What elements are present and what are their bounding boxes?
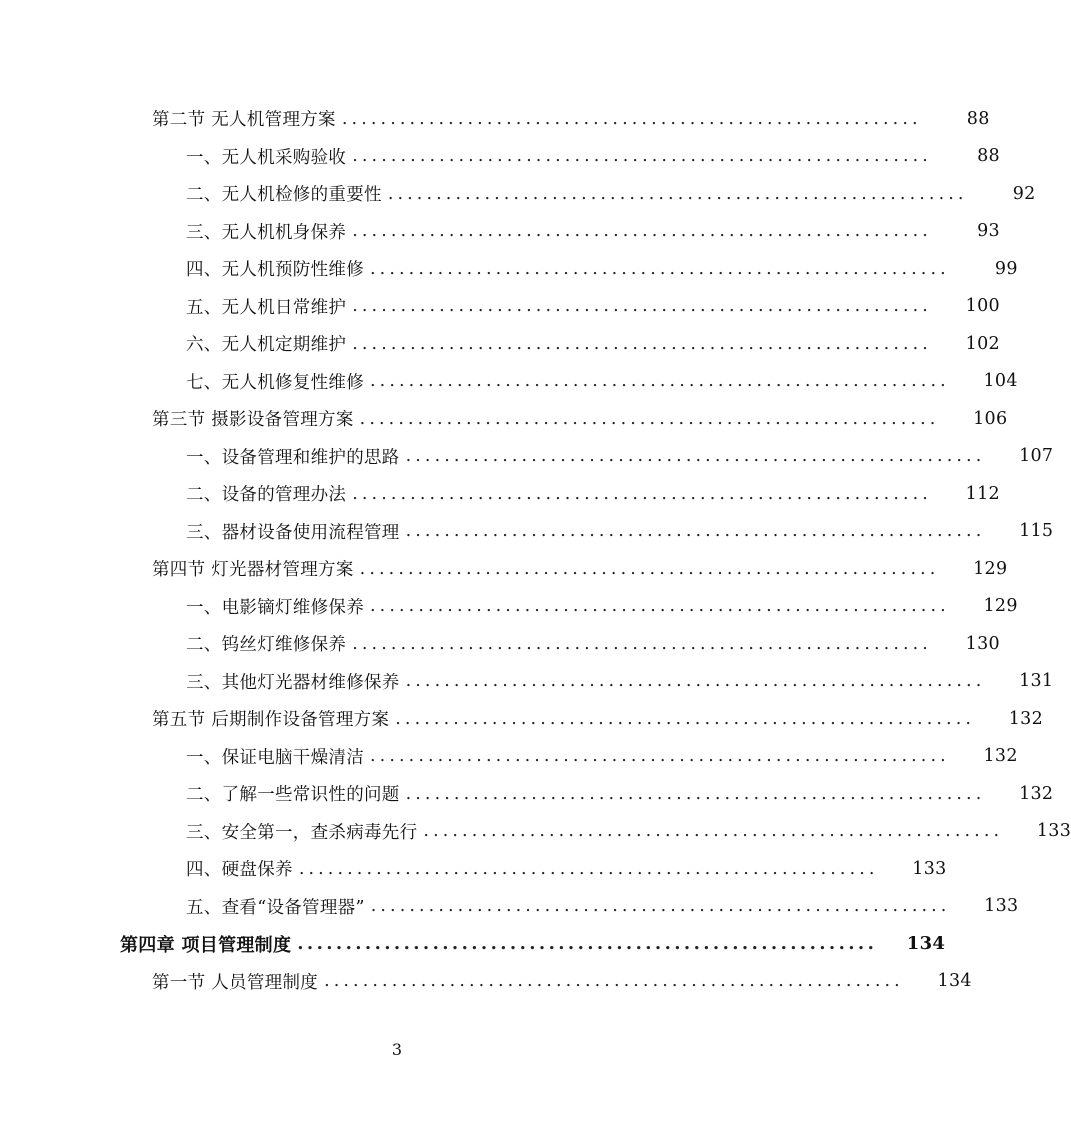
toc-entry [0,400,1008,438]
toc-entry-title: 三、其他灯光器材维修保养 [186,672,400,693]
toc-entry-page: 115 [1019,521,1054,542]
toc-leader: ............................................................ [352,221,932,242]
toc-entry-page: 134 [906,933,946,955]
toc-entry-title: 第一节 人员管理制度 [152,972,319,993]
toc-leader: ............................................................ [405,446,986,467]
toc-entry-title: 六、无人机定期维护 [186,335,347,356]
toc-leader: ............................................................ [352,483,932,504]
toc-entry-page: 130 [965,633,1000,654]
toc-entry-page: 133 [1036,821,1071,842]
toc-leader: ............................................................ [405,521,986,542]
toc-entry-title: 三、安全第一，查杀病毒先行 [186,822,418,843]
toc-leader: ............................................................ [324,971,904,992]
toc-entry-title: 二、无人机检修的重要性 [186,185,382,206]
toc-leader: ............................................................ [387,183,968,204]
toc-entry [0,288,1000,326]
toc-leader: ............................................................ [370,746,950,767]
toc-leader: ............................................................ [352,146,932,167]
toc-entry [0,963,972,1001]
toc-entry [0,625,1000,663]
toc-entry-title: 第四章 项目管理制度 [120,934,292,956]
toc-entry [0,475,1000,513]
toc-entry-page: 132 [1008,708,1044,729]
toc-entry [0,813,1071,851]
toc-entry-title: 第四节 灯光器材管理方案 [152,560,354,581]
toc-entry [0,175,1036,213]
toc-entry [0,588,1018,626]
toc-entry [0,138,1000,176]
toc-entry-page: 106 [973,408,1008,429]
toc-leader: ............................................................ [297,933,878,955]
toc-entry-title: 一、电影镝灯维修保养 [186,597,364,618]
toc-leader: ............................................................ [298,858,879,879]
toc-entry-page: 100 [965,296,1000,317]
toc-leader: ............................................................ [370,896,951,917]
toc-entry-title: 三、无人机机身保养 [186,222,347,243]
toc-entry-title: 五、查看“设备管理器” [186,897,365,918]
toc-entry-title: 三、器材设备使用流程管理 [186,522,400,543]
toc-leader: ............................................................ [370,371,950,392]
toc-leader: ............................................................ [352,296,932,317]
toc-entry-page: 132 [1019,783,1054,804]
toc-leader: ............................................................ [352,333,932,354]
toc-leader: ............................................................ [359,558,940,579]
page-number: 3 [391,1040,403,1059]
toc-entry-title: 第二节 无人机管理方案 [152,110,336,131]
toc-entry-title: 二、了解一些常识性的问题 [186,785,400,806]
toc-leader: ............................................................ [352,633,932,654]
toc-entry-page: 129 [973,558,1008,579]
toc-leader: ............................................................ [405,783,986,804]
toc-leader: ............................................................ [405,671,986,692]
toc-entry [0,213,1000,251]
toc-entry-page: 107 [1019,446,1054,467]
toc-entry [0,738,1018,776]
toc-entry-page: 112 [965,483,1000,504]
toc-leader: ............................................................ [341,108,922,129]
toc-entry-title: 一、无人机采购验收 [186,147,347,168]
toc-leader: ............................................................ [359,408,940,429]
toc-entry-page: 102 [965,333,1000,354]
toc-entry-page: 88 [977,146,1000,167]
toc-entry-page: 133 [984,896,1019,917]
toc-entry-title: 第五节 后期制作设备管理方案 [152,710,390,731]
toc-leader: ............................................................ [370,258,950,279]
toc-entry [0,850,947,888]
toc-entry-title: 四、无人机预防性维修 [186,260,364,281]
toc-entry [0,438,1054,476]
toc-entry [0,775,1054,813]
toc-entry-page: 131 [1019,671,1054,692]
toc-entry [0,700,1044,738]
toc-leader: ............................................................ [370,596,950,617]
toc-entry-page: 99 [994,258,1018,279]
toc-entry [0,513,1054,551]
toc-entry-chapter [0,925,946,963]
toc-entry-page: 93 [977,221,1000,242]
toc-entry-title: 五、无人机日常维护 [186,297,347,318]
table-of-contents [0,100,1071,1000]
toc-entry-title: 二、设备的管理办法 [186,485,347,506]
toc-leader: ............................................................ [423,821,1004,842]
toc-entry-title: 一、设备管理和维护的思路 [186,447,400,468]
toc-entry-page: 129 [983,596,1018,617]
toc-entry-title: 第三节 摄影设备管理方案 [152,410,354,431]
toc-entry [0,663,1054,701]
toc-entry-page: 134 [937,971,972,992]
toc-entry [0,100,990,138]
toc-entry-title: 四、硬盘保养 [186,860,293,881]
toc-entry-title: 一、保证电脑干燥清洁 [186,747,364,768]
toc-entry-page: 132 [983,746,1018,767]
toc-entry-title: 七、无人机修复性维修 [186,372,364,393]
toc-entry [0,325,1000,363]
toc-entry [0,250,1018,288]
toc-entry-page: 92 [1012,183,1036,204]
toc-entry-page: 104 [983,371,1018,392]
toc-leader: ............................................................ [395,708,976,729]
toc-entry-page: 88 [966,108,990,129]
toc-entry [0,888,1019,926]
toc-entry-page: 133 [912,858,947,879]
toc-entry [0,363,1018,401]
toc-entry [0,550,1008,588]
toc-entry-title: 二、钨丝灯维修保养 [186,635,347,656]
